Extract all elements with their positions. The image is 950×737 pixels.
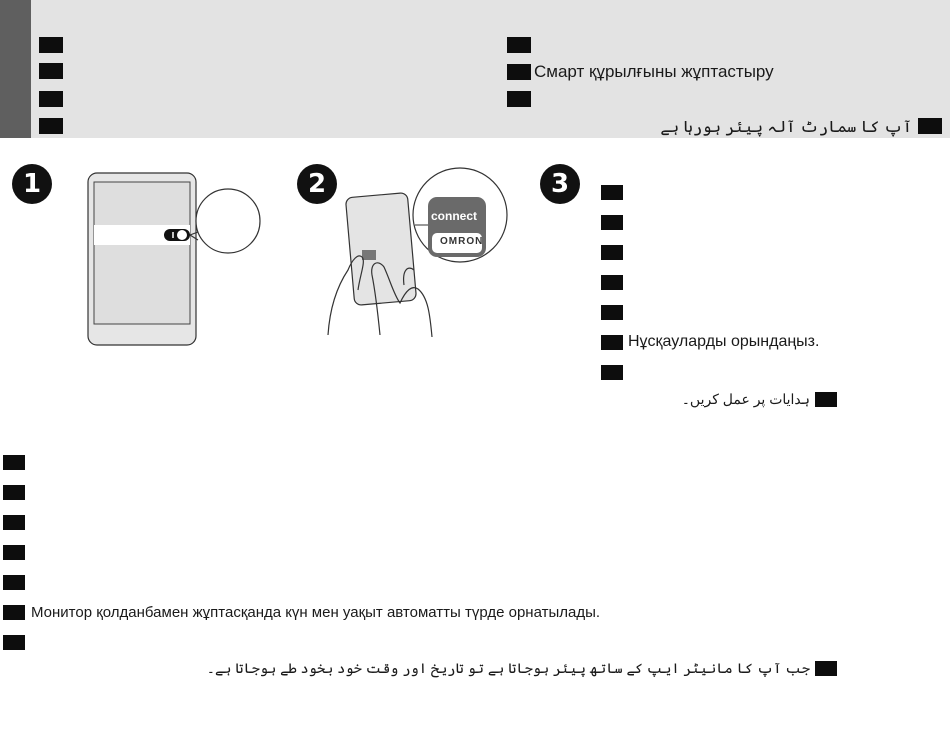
language-marker xyxy=(39,118,63,134)
header-side-bar xyxy=(0,0,31,138)
language-marker xyxy=(601,275,623,290)
language-marker xyxy=(3,575,25,590)
language-marker xyxy=(815,392,837,407)
phone-settings-illustration xyxy=(80,168,270,353)
language-marker xyxy=(601,365,623,380)
language-marker xyxy=(3,455,25,470)
language-marker xyxy=(39,91,63,107)
language-marker xyxy=(601,185,623,200)
language-marker xyxy=(601,215,623,230)
language-marker xyxy=(3,635,25,650)
phone-app-illustration xyxy=(320,165,525,345)
language-marker xyxy=(39,37,63,53)
language-marker xyxy=(39,63,63,79)
language-marker xyxy=(918,118,942,134)
kk-header-title: Смарт құрылғыны жұптастыру xyxy=(534,62,774,81)
language-marker xyxy=(507,91,531,107)
language-marker xyxy=(3,545,25,560)
step-1-badge: 1 xyxy=(12,164,52,204)
step-2-badge: 2 xyxy=(297,164,337,204)
ur-auto-time-note: جب آپ کا مانیٹر ایپ کے ساتھ پیئر ہوجاتا ہے تو تاریخ اور وقت خود بخود طے ہوجاتا ہے۔ xyxy=(206,660,810,676)
language-marker xyxy=(3,605,25,620)
kk-auto-time-note: Монитор қолданбамен жұптасқанда күн мен уақыт автоматты түрде орнатылады. xyxy=(31,604,601,621)
app-icon-omron-logo: OMRON xyxy=(440,236,484,247)
language-marker xyxy=(3,515,25,530)
language-marker xyxy=(815,661,837,676)
language-marker xyxy=(507,64,531,80)
language-marker xyxy=(601,305,623,320)
ur-header-title: آپ کا سمارٹ آلہ پیئر ہورہا ہے xyxy=(660,119,912,136)
language-marker xyxy=(601,245,623,260)
app-icon-connect-text: connect xyxy=(431,209,478,223)
step-3-badge: 3 xyxy=(540,164,580,204)
kk-instructions-text: Нұсқауларды орындаңыз. xyxy=(628,333,820,350)
ur-instructions-text: ہدایات پر عمل کریں۔ xyxy=(681,391,810,407)
language-marker xyxy=(507,37,531,53)
language-marker xyxy=(601,335,623,350)
language-marker xyxy=(3,485,25,500)
